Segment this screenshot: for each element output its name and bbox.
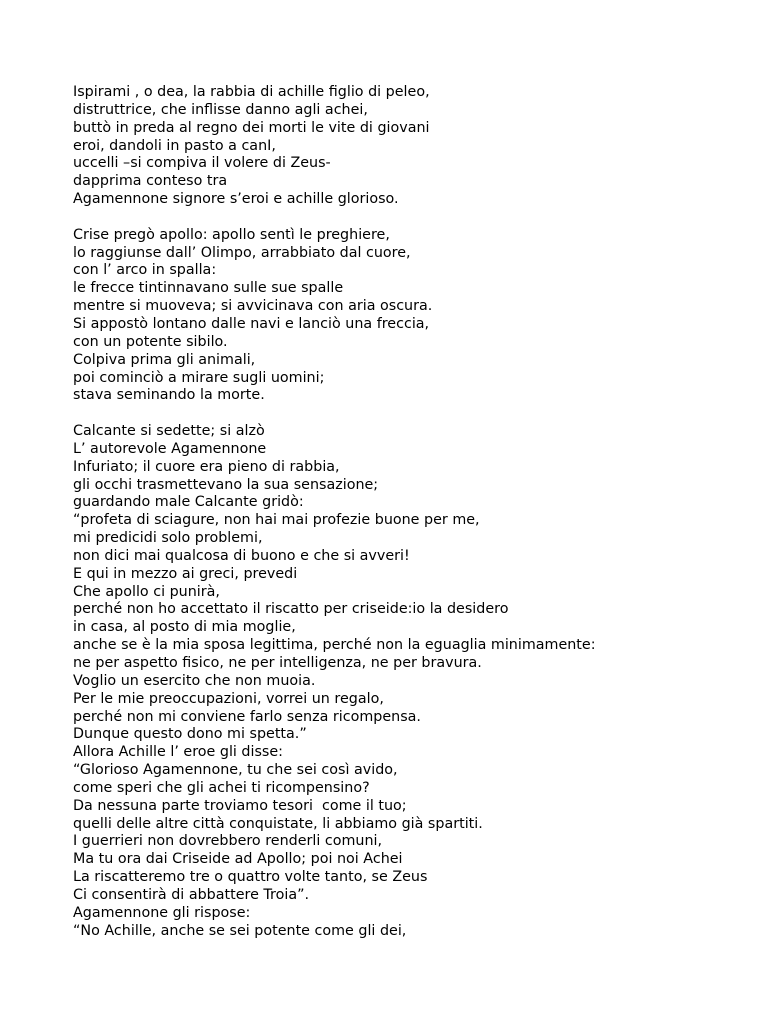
text-line: come speri che gli achei ti ricompensino? — [73, 779, 370, 796]
text-line: Agamennone gli rispose: — [73, 904, 251, 921]
text-line: non dici mai qualcosa di buono e che si avveri! — [73, 547, 410, 564]
text-line: uccelli –si compiva il volere di Zeus- — [73, 155, 331, 172]
text-line: Dunque questo dono mi spetta.” — [73, 726, 307, 743]
text-line: L’ autorevole Agamennone — [73, 440, 267, 457]
text-line: distruttrice, che inflisse danno agli achei, — [73, 101, 368, 118]
text-line: I guerrieri non dovrebbero renderli comuni, — [73, 833, 383, 850]
text-line: “profeta di sciagure, non hai mai profezie buone per me, — [73, 512, 480, 529]
text-line: Ispirami , o dea, la rabbia di achille figlio di peleo, — [73, 84, 430, 100]
text-line: Infuriato; il cuore era pieno di rabbia, — [73, 458, 340, 475]
text-line: Voglio un esercito che non muoia. — [73, 672, 316, 689]
text-line: lo raggiunse dall’ Olimpo, arrabbiato dal cuore, — [73, 244, 411, 261]
text-line: “Glorioso Agamennone, tu che sei così avido, — [73, 762, 398, 779]
text-line: perché non mi conviene farlo senza ricompensa. — [73, 708, 421, 725]
text-line: Che apollo ci punirà, — [73, 583, 220, 600]
text-line: Per le mie preoccupazioni, vorrei un regalo, — [73, 690, 384, 707]
text-line: “No Achille, anche se sei potente come gli dei, — [73, 922, 407, 939]
text-line: eroi, dandoli in pasto a canI, — [73, 137, 276, 154]
text-line: gli occhi trasmettevano la sua sensazione; — [73, 476, 379, 493]
text-line: Agamennone signore s’eroi e achille glorioso. — [73, 191, 399, 208]
text-line: Colpiva prima gli animali, — [73, 351, 256, 368]
text-line: La riscatteremo tre o quattro volte tanto, se Zeus — [73, 869, 428, 886]
text-line: anche se è la mia sposa legittima, perché non la eguaglia minimamente: — [73, 637, 596, 654]
text-line: buttò in preda al regno dei morti le vite di giovani — [73, 119, 430, 136]
text-line: E qui in mezzo ai greci, prevedi — [73, 565, 298, 582]
text-line: poi cominciò a mirare sugli uomini; — [73, 369, 325, 386]
text-line: ne per aspetto fisico, ne per intelligenza, ne per bravura. — [73, 655, 482, 671]
text-line: Ci consentirà di abbattere Troia”. — [73, 886, 310, 903]
text-line: quelli delle altre città conquistate, li abbiamo già spartiti. — [73, 815, 483, 832]
text-line: mi predicidi solo problemi, — [73, 530, 263, 547]
text-line: Allora Achille l’ eroe gli disse: — [73, 744, 283, 761]
text-line: guardando male Calcante gridò: — [73, 494, 304, 511]
text-line: dapprima conteso tra — [73, 173, 228, 190]
text-line: con l’ arco in spalla: — [73, 262, 217, 279]
poem-text — [73, 84, 733, 958]
stanza-1 — [73, 84, 733, 209]
text-line: Si appostò lontano dalle navi e lanciò una freccia, — [73, 315, 430, 332]
text-line: in casa, al posto di mia moglie, — [73, 619, 296, 636]
text-line: perché non ho accettato il riscatto per criseide:io la desidero — [73, 601, 509, 618]
text-line: mentre si muoveva; si avvicinava con aria oscura. — [73, 298, 433, 315]
text-line: Crise pregò apollo: apollo sentì le preghiere, — [73, 226, 390, 243]
stanza-3 — [73, 423, 733, 940]
text-line: stava seminando la morte. — [73, 387, 265, 404]
stanza-2 — [73, 227, 733, 405]
text-line: le frecce tintinnavano sulle sue spalle — [73, 280, 344, 297]
text-line: Calcante si sedette; si alzò — [73, 423, 265, 440]
text-line: Da nessuna parte troviamo tesori come il tuo; — [73, 797, 407, 814]
text-line: Ma tu ora dai Criseide ad Apollo; poi noi Achei — [73, 851, 403, 868]
text-line: con un potente sibilo. — [73, 333, 228, 350]
